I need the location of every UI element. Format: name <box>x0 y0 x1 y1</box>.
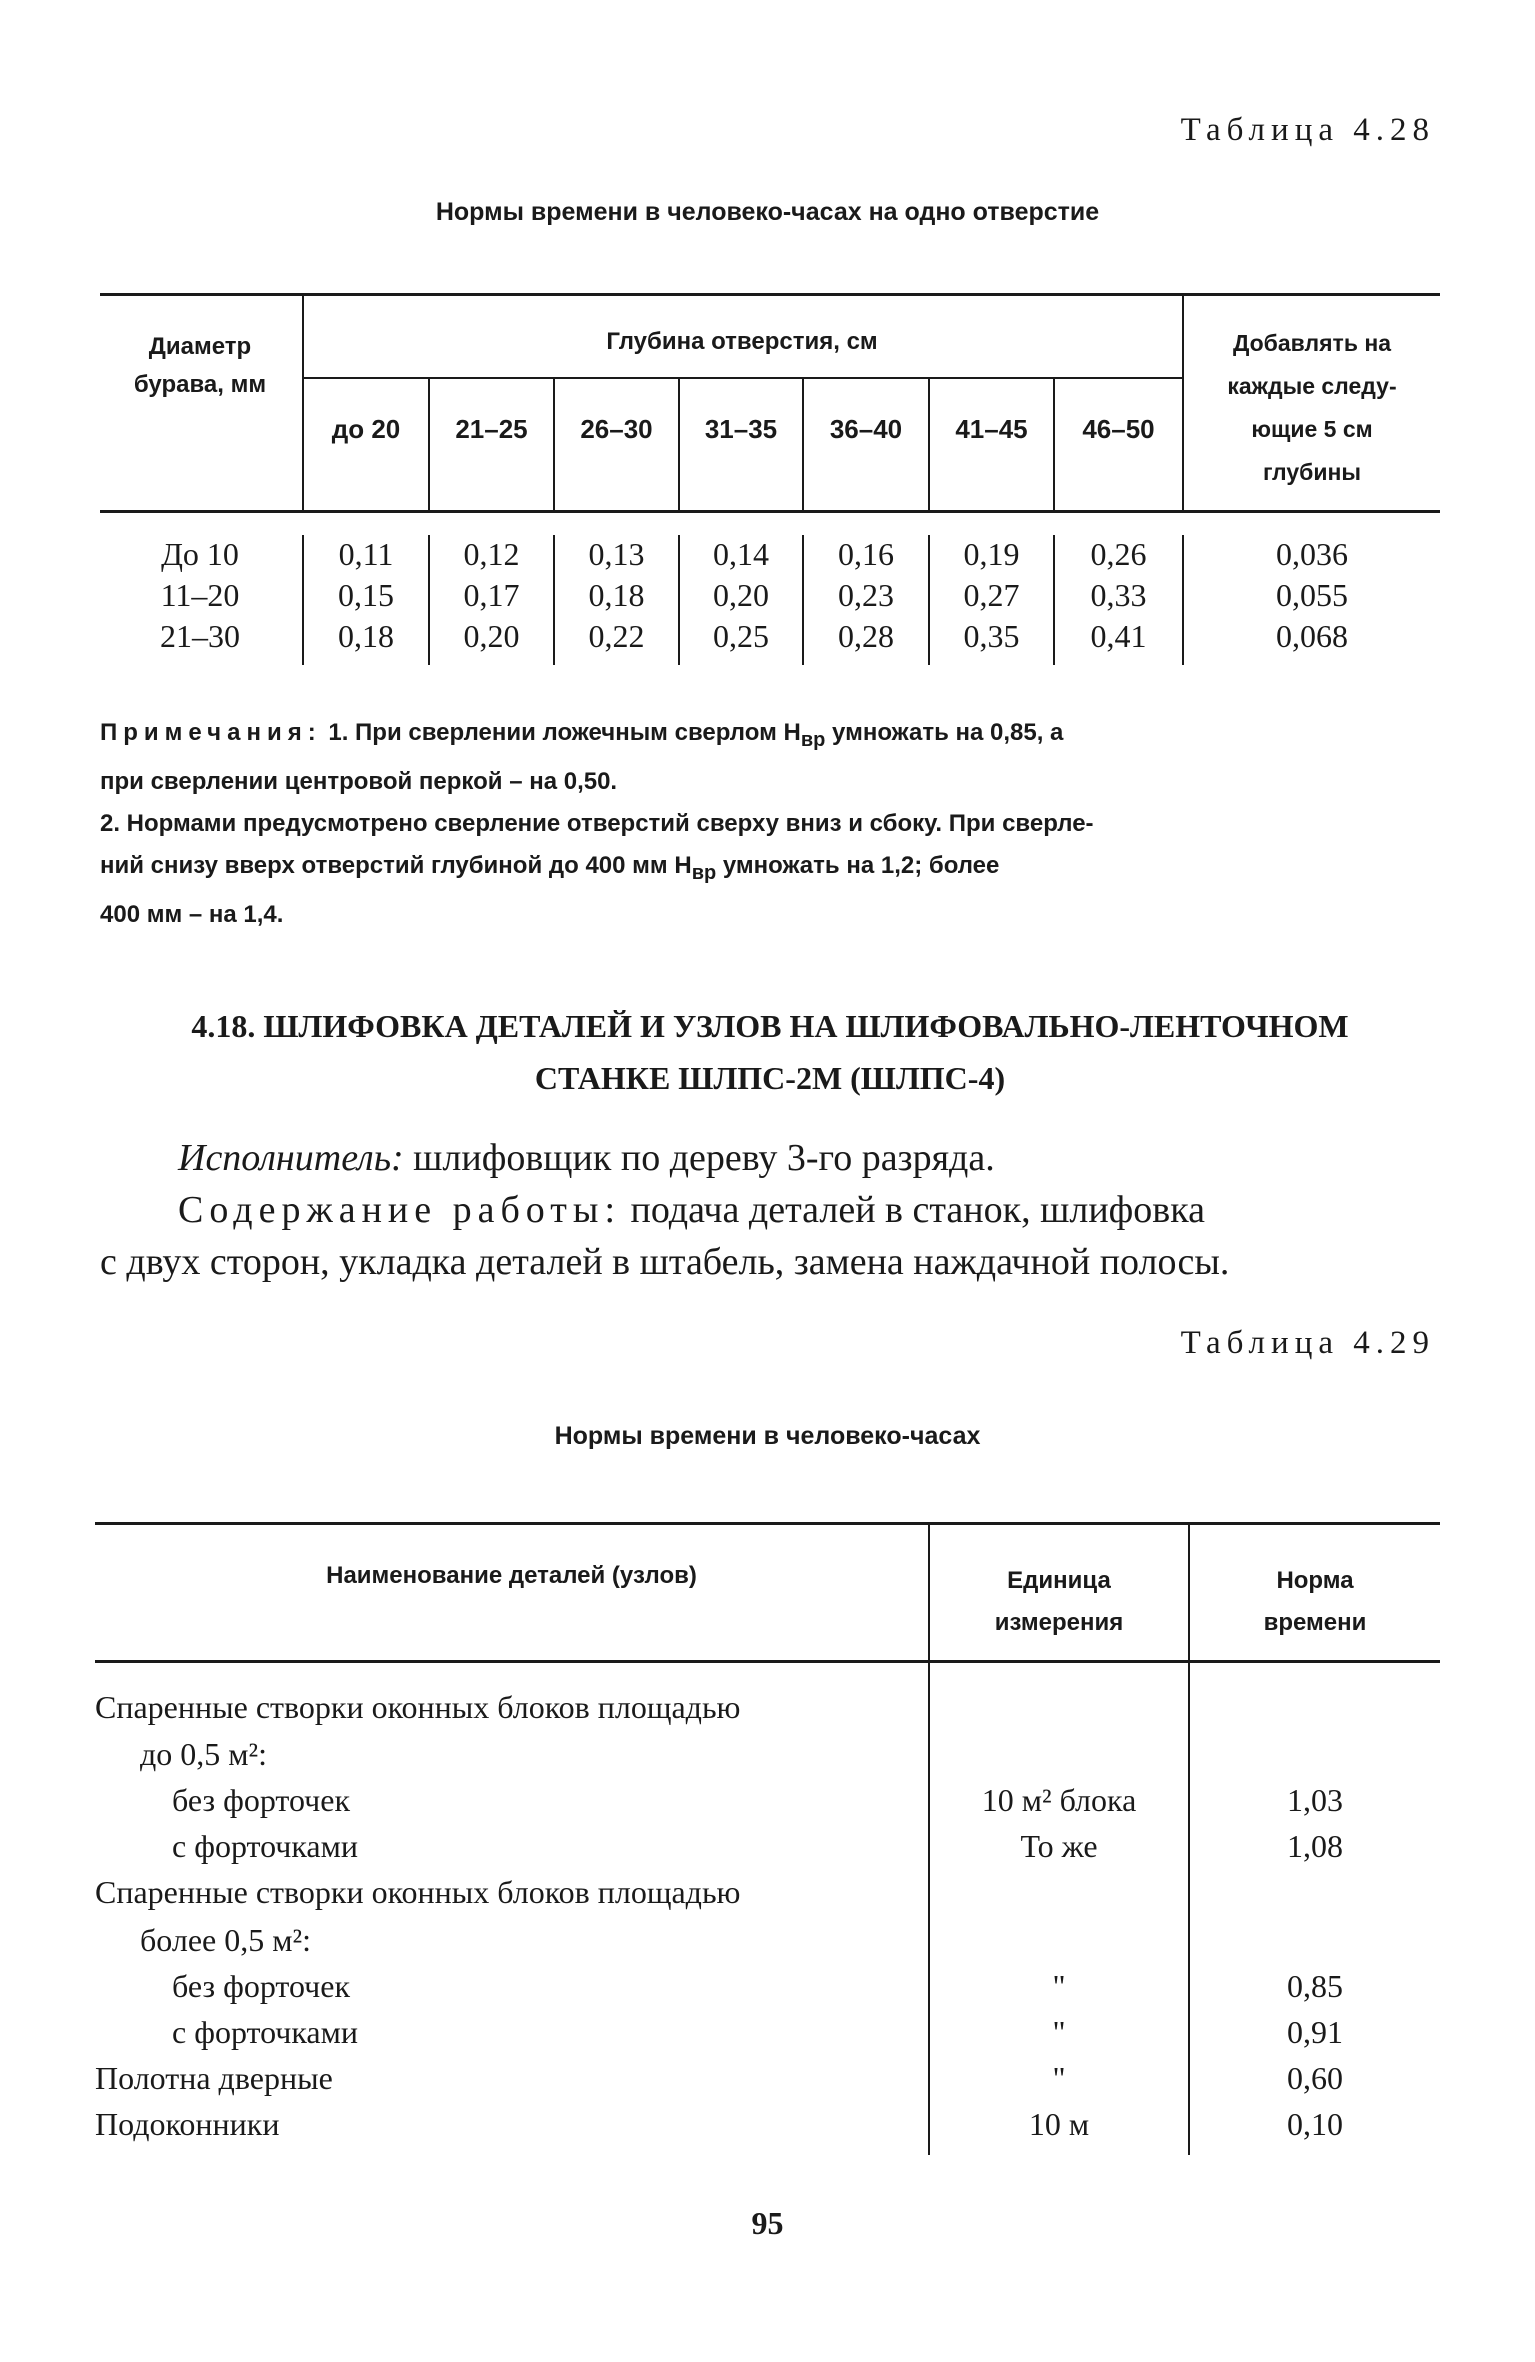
cell-value: 0,27 <box>963 577 1020 613</box>
header-diameter-line: Диаметр <box>148 333 252 360</box>
cell-value: 0,35 <box>963 618 1020 654</box>
row-name: более 0,5 м²: <box>140 1922 311 1958</box>
page-number: 95 <box>751 2205 784 2241</box>
section-heading <box>100 1000 1440 1104</box>
cell-value: 0,16 <box>838 536 894 572</box>
note-1-start: 1. При сверлении ложечным сверлом <box>328 719 777 746</box>
header-norm-line: Норма <box>1276 1567 1354 1594</box>
header-unit <box>930 1560 1188 1644</box>
table-label: Таблица 4.29 <box>1180 1325 1435 1361</box>
cell-value: 0,22 <box>588 618 645 654</box>
row-label: 21–30 <box>160 618 240 654</box>
row-unit: 10 м² блока <box>981 1782 1137 1818</box>
row-unit: То же <box>1020 1828 1098 1864</box>
note-line: при сверлении центровой перкой – на 0,50. <box>100 767 618 795</box>
row-name: Подоконники <box>95 2106 280 2142</box>
row-label: 11–20 <box>160 577 240 613</box>
notes <box>100 712 1440 936</box>
cell-value: 0,26 <box>1090 536 1147 572</box>
row-unit: " <box>1052 2014 1066 2050</box>
row-name: до 0,5 м²: <box>140 1736 268 1772</box>
row-unit: " <box>1052 1968 1066 2004</box>
header-range: 36–40 <box>829 414 903 444</box>
row-norm: 0,60 <box>1287 2060 1343 2096</box>
cell-add: 0,055 <box>1276 577 1348 613</box>
content-line: с двух сторон, укладка деталей в штабель, замена наждачной полосы. <box>100 1241 1230 1283</box>
cell-value: 0,28 <box>838 618 894 654</box>
header-range: 46–50 <box>1082 414 1155 444</box>
cell-value: 0,11 <box>338 536 394 572</box>
header-norm-line: времени <box>1263 1609 1367 1636</box>
row-name: без форточек <box>172 1782 350 1818</box>
header-add <box>1184 322 1440 494</box>
row-name: Спаренные створки оконных блоков площадью <box>95 1689 741 1725</box>
performer-text: шлифовщик по дереву 3-го разряда. <box>413 1137 995 1179</box>
content-text: подача деталей в станок, шлифовка <box>630 1189 1205 1231</box>
h-vr <box>674 851 717 884</box>
h-vr-subscript: вр <box>800 728 826 751</box>
content-line <box>100 1184 1440 1236</box>
row-norm: 1,08 <box>1287 1828 1343 1864</box>
h-vr-subscript: вр <box>691 861 717 884</box>
h-vr-letter: Н <box>783 719 801 746</box>
note-2-start: ний снизу вверх отверстий глубиной до 400 мм <box>100 851 668 879</box>
row-label: До 10 <box>161 536 239 572</box>
row-name: без форточек <box>172 1968 350 2004</box>
performer-line <box>100 1132 1440 1184</box>
header-range: 26–30 <box>580 414 653 444</box>
cell-value: 0,15 <box>338 577 394 613</box>
cell-value: 0,13 <box>588 536 645 572</box>
h-vr <box>783 719 826 751</box>
header-range: до 20 <box>331 414 401 444</box>
header-range: 41–45 <box>955 414 1028 444</box>
row-name: Полотна дверные <box>95 2060 333 2096</box>
note-line: 2. Нормами предусмотрено сверление отверстий сверху вниз и сбоку. При сверле- <box>100 809 1094 837</box>
row-unit: " <box>1052 2060 1066 2096</box>
performer-label: Исполнитель: <box>178 1137 404 1179</box>
row-norm: 1,03 <box>1287 1782 1343 1818</box>
header-bottom-rule <box>100 510 1440 513</box>
note-1-end: умножать на 0,85, а <box>832 719 1064 746</box>
row-norm: 0,85 <box>1287 1968 1343 2004</box>
row-norm: 0,10 <box>1287 2106 1343 2142</box>
table-label: Таблица 4.28 <box>1180 112 1435 148</box>
row-unit: 10 м <box>1028 2106 1090 2142</box>
notes-label: Примечания: <box>100 719 322 746</box>
table-top-rule <box>100 293 1440 296</box>
note-2-end: умножать на 1,2; более <box>722 851 1000 879</box>
cell-value: 0,41 <box>1090 618 1147 654</box>
cell-add: 0,068 <box>1276 618 1348 654</box>
header-unit-line: Единица <box>1007 1567 1111 1594</box>
note-line: 400 мм – на 1,4. <box>100 900 284 928</box>
cell-value: 0,20 <box>463 618 520 654</box>
section-heading-line: СТАНКЕ ШЛПС-2М (ШЛПС-4) <box>534 1060 1006 1096</box>
header-range: 31–35 <box>704 414 778 444</box>
header-add-line: каждые следу- <box>1227 373 1397 399</box>
body-text <box>100 1132 1440 1288</box>
header-unit-line: измерения <box>994 1609 1124 1636</box>
header-bottom-rule <box>95 1660 1440 1663</box>
header-name: Наименование деталей (узлов) <box>326 1562 697 1589</box>
table-title: Нормы времени в человеко-часах на одно отверстие <box>435 198 1100 226</box>
header-diameter-line: бурава, мм <box>133 371 267 398</box>
header-add-line: ющие 5 см <box>1251 416 1373 442</box>
content-label: Содержание работы: <box>178 1189 622 1231</box>
cell-value: 0,12 <box>463 536 520 572</box>
row-norm: 0,91 <box>1287 2014 1343 2050</box>
section-heading-line: 4.18. ШЛИФОВКА ДЕТАЛЕЙ И УЗЛОВ НА ШЛИФОВАЛЬНО-ЛЕНТОЧНОМ <box>191 1008 1349 1044</box>
cell-value: 0,20 <box>713 577 769 613</box>
row-name: с форточками <box>172 1828 358 1864</box>
cell-value: 0,25 <box>713 618 769 654</box>
cell-value: 0,18 <box>588 577 645 613</box>
cell-add: 0,036 <box>1276 536 1348 572</box>
header-depth: Глубина отверстия, см <box>606 328 878 355</box>
header-diameter <box>100 328 300 404</box>
note-line <box>100 712 1440 761</box>
row-name: Спаренные створки оконных блоков площадью <box>95 1874 741 1910</box>
note-line <box>100 845 1440 894</box>
header-mid-rule <box>302 377 1182 379</box>
h-vr-letter: Н <box>674 851 692 879</box>
cell-value: 0,19 <box>963 536 1020 572</box>
cell-value: 0,14 <box>713 536 769 572</box>
header-range: 21–25 <box>455 414 528 444</box>
table-title: Нормы времени в человеко-часах <box>554 1422 981 1450</box>
cell-value: 0,23 <box>838 577 894 613</box>
header-norm <box>1190 1560 1440 1644</box>
cell-value: 0,33 <box>1090 577 1147 613</box>
cell-value: 0,18 <box>338 618 394 654</box>
header-add-line: глубины <box>1263 459 1361 485</box>
header-add-line: Добавлять на <box>1232 330 1392 356</box>
table-top-rule <box>95 1522 1440 1525</box>
cell-value: 0,17 <box>463 577 520 613</box>
row-name: с форточками <box>172 2014 358 2050</box>
